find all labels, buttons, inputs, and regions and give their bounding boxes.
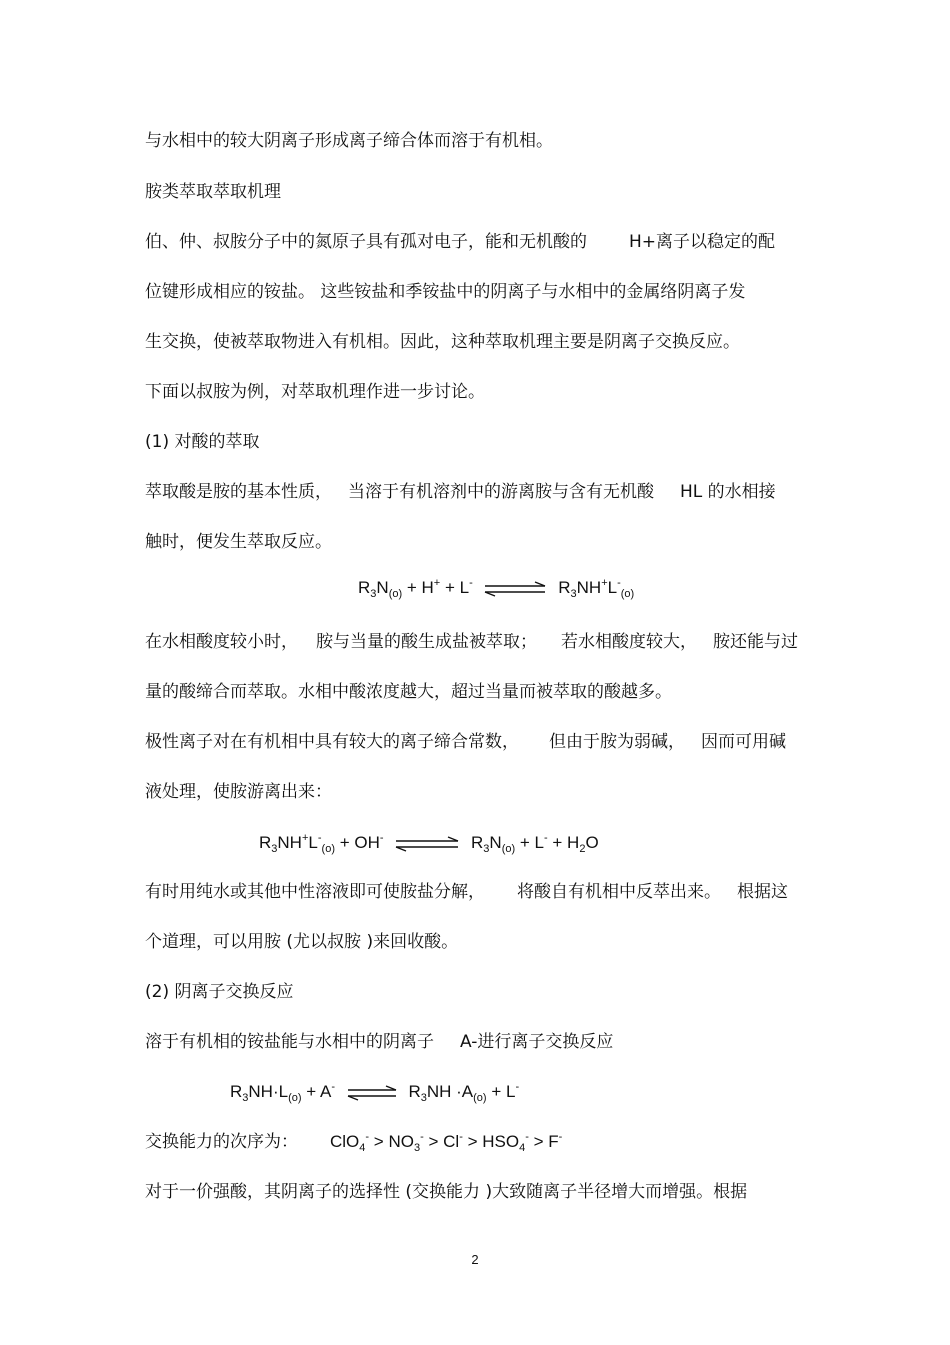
paragraph-line <box>145 1131 298 1153</box>
paragraph-line: 对于一价强酸，其阴离子的选择性 (交换能力 )大致随离子半径增大而增强。根据 <box>145 1182 748 1202</box>
subsection-heading: (1) 对酸的萃取 <box>145 432 260 452</box>
paragraph-line: 触时，便发生萃取反应。 <box>145 532 332 552</box>
page-number: 2 <box>471 1252 479 1267</box>
equilibrium-arrow-icon <box>483 581 547 597</box>
text-span: H+离子以稳定的配 <box>629 232 776 252</box>
text-span: 伯、仲、叔胺分子中的氮原子具有孤对电子，能和无机酸的 <box>145 232 587 252</box>
text-span: 溶于有机相的铵盐能与水相中的阴离子 <box>145 1032 434 1052</box>
equilibrium-arrow-icon <box>394 836 460 852</box>
paragraph-line: 液处理，使胺游离出来： <box>145 782 332 802</box>
text-span: 但由于胺为弱碱， <box>549 732 685 752</box>
text-span: 将酸自有机相中反萃出来。 <box>517 882 721 902</box>
equilibrium-arrow-icon <box>346 1085 398 1101</box>
text-span: 胺还能与过 <box>713 632 798 652</box>
paragraph-line: 量的酸缔合而萃取。水相中酸浓度越大，超过当量而被萃取的酸越多。 <box>145 682 672 702</box>
text-span: 根据这 <box>737 882 788 902</box>
paragraph-line <box>145 731 786 753</box>
paragraph-line <box>145 881 788 903</box>
text-span: 极性离子对在有机相中具有较大的离子缔合常数， <box>145 732 519 752</box>
text-span: HL 的水相接 <box>680 482 776 502</box>
paragraph-line <box>145 481 776 503</box>
text-span: 萃取酸是胺的基本性质， <box>145 482 332 502</box>
reaction-equation-2: $R_3NH^+L^-_{(o)} + OH^-$ $R_3N_{(o)} + L^- + H_2O$ <box>259 832 599 855</box>
paragraph-line <box>145 231 775 253</box>
reaction-equation-1: $R_3N_{(o)} + H^+ + L^-$ $R_3NH^+L^-_{(o)}$ <box>358 577 635 600</box>
paragraph-line: 生交换，使被萃取物进入有机相。因此，这种萃取机理主要是阴离子交换反应。 <box>145 332 740 352</box>
paragraph-line: 位键形成相应的铵盐。 这些铵盐和季铵盐中的阴离子与水相中的金属络阴离子发 <box>145 282 746 302</box>
paragraph-line <box>145 631 798 653</box>
text-span: 当溶于有机溶剂中的游离胺与含有无机酸 <box>348 482 654 502</box>
paragraph-line <box>145 1031 613 1053</box>
paragraph-line: 个道理，可以用胺 (尤以叔胺 )来回收酸。 <box>145 932 459 952</box>
text-span: 交换能力的次序为： <box>145 1132 298 1152</box>
reaction-equation-3: $R_3NH\cdot L_{(o)} + A^-$ $R_3NH \cdot A_{(o)} + L^-$ <box>230 1081 520 1104</box>
text-span: 有时用纯水或其他中性溶液即可使胺盐分解， <box>145 882 485 902</box>
text-span: 若水相酸度较大， <box>561 632 697 652</box>
exchange-order-formula: $ClO_4^- > NO_3^- > Cl^- > HSO_4^- > F^-$ <box>330 1131 563 1154</box>
paragraph-line: 下面以叔胺为例，对萃取机理作进一步讨论。 <box>145 382 485 402</box>
paragraph-line: 与水相中的较大阴离子形成离子缔合体而溶于有机相。 <box>145 131 553 151</box>
text-span: A-进行离子交换反应 <box>460 1032 614 1052</box>
subsection-heading: (2) 阴离子交换反应 <box>145 982 294 1002</box>
text-span: 因而可用碱 <box>701 732 786 752</box>
text-span: 胺与当量的酸生成盐被萃取； <box>316 632 537 652</box>
section-heading: 胺类萃取萃取机理 <box>145 182 281 202</box>
text-span: 在水相酸度较小时， <box>145 632 298 652</box>
